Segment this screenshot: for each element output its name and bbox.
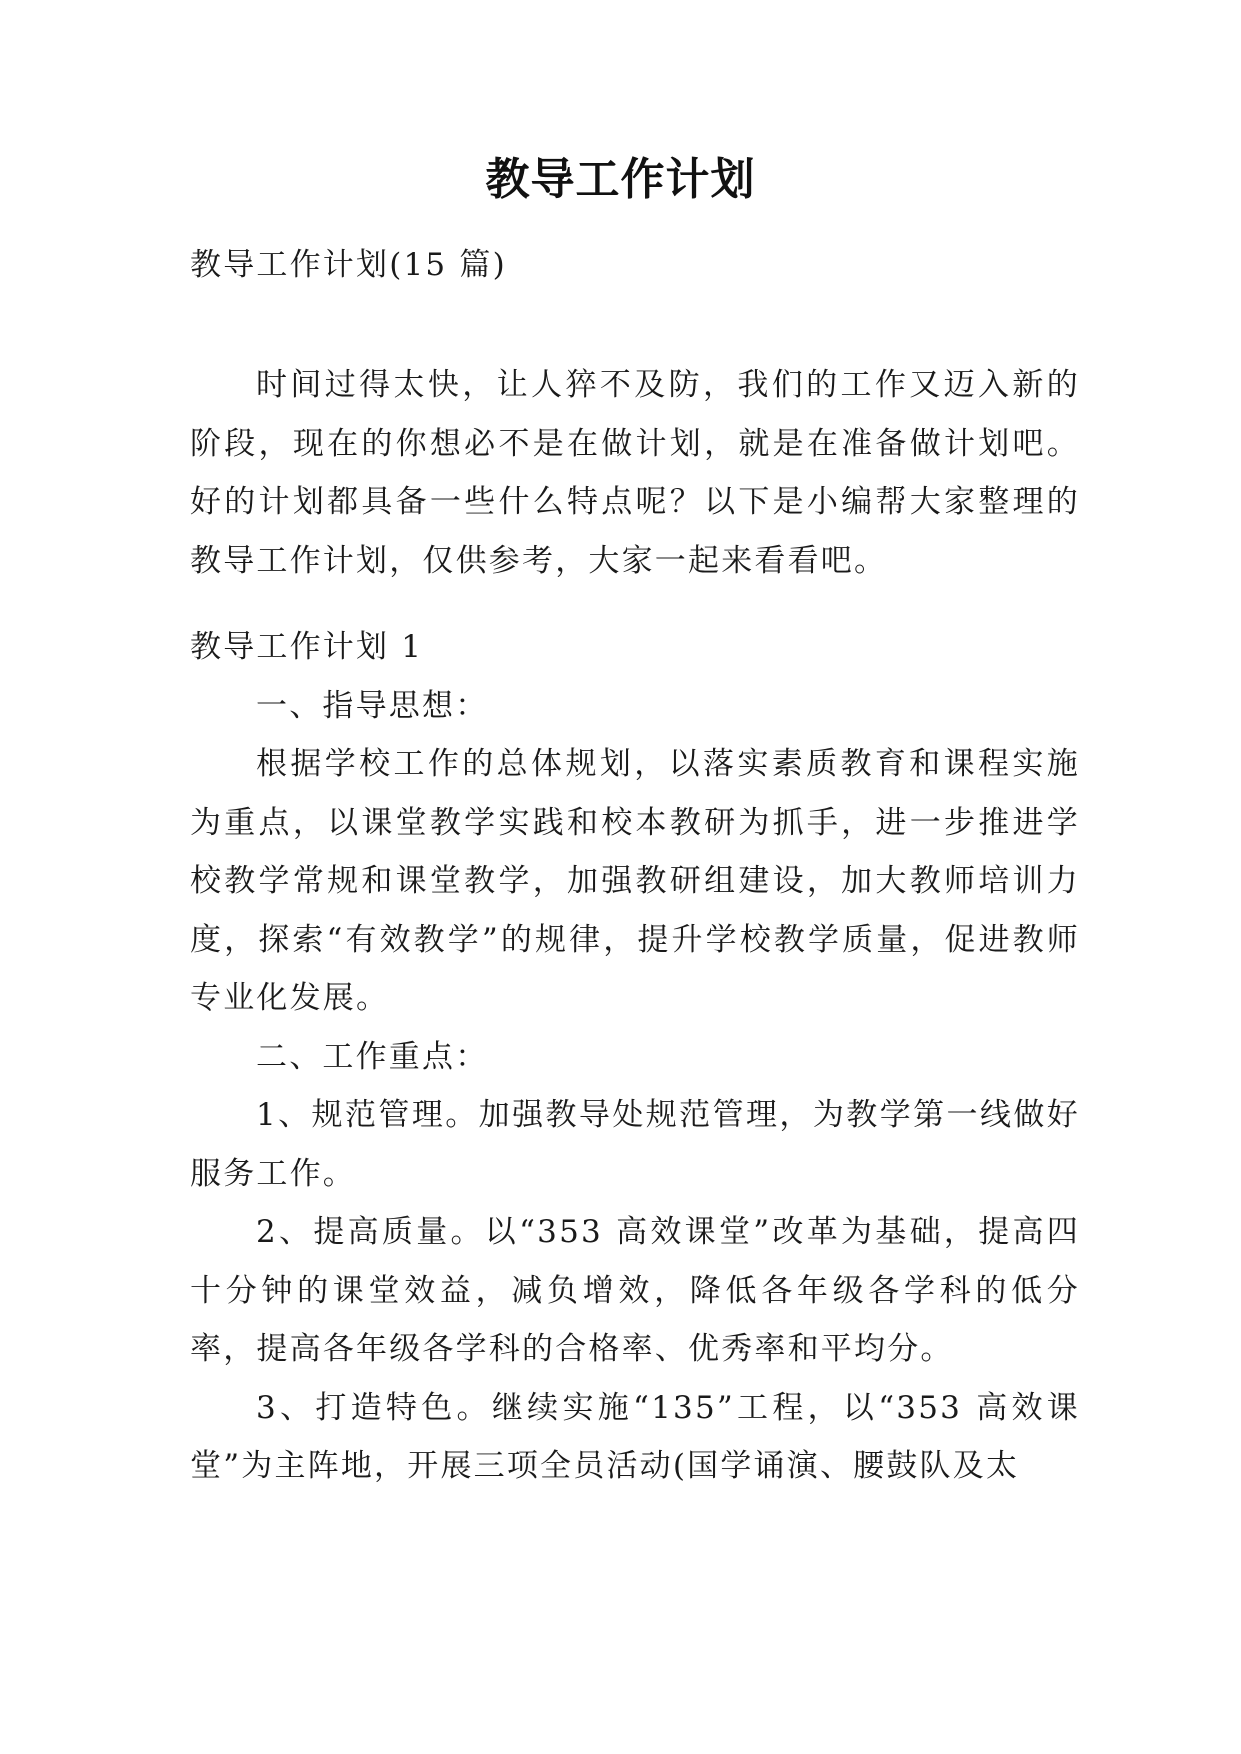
paragraph-item-1: 1、规范管理。加强教导处规范管理，为教学第一线做好服务工作。 <box>190 1097 1080 1192</box>
paragraph-guiding-body: 根据学校工作的总体规划，以落实素质教育和课程实施为重点，以课堂教学实践和校本教研为抓手，进一步推进学校教学常规和课堂教学，加强教研组建设，加大教师培训力度，探索“有效教学”的规律，提升学校教学质量，促进教师专业化发展。 <box>190 746 1080 1016</box>
document-subtitle-block <box>190 236 1080 295</box>
section-block <box>190 618 1080 1496</box>
paragraph-item-3: 3、打造特色。继续实施“135”工程，以“353 高效课堂”为主阵地，开展三项全员活动(国学诵演、腰鼓队及太 <box>190 1389 1080 1484</box>
document-title: 教导工作计划 <box>485 154 756 205</box>
paragraph-guiding-heading: 一、指导思想： <box>256 687 489 724</box>
intro-paragraph: 时间过得太快，让人猝不及防，我们的工作又迈入新的阶段，现在的你想必不是在做计划，就是在准备做计划吧。好的计划都具备一些什么特点呢？以下是小编帮大家整理的教导工作计划，仅供参考，大家一起来看看吧。 <box>190 367 1080 579</box>
document-subtitle: 教导工作计划(15 篇) <box>190 247 507 283</box>
paragraph-item-2: 2、提高质量。以“353 高效课堂”改革为基础，提高四十分钟的课堂效益，减负增效，降低各年级各学科的低分率，提高各年级各学科的合格率、优秀率和平均分。 <box>190 1214 1080 1367</box>
paragraph-focus-heading: 二、工作重点： <box>256 1038 489 1075</box>
section-title: 教导工作计划 1 <box>190 629 424 665</box>
intro-block <box>190 356 1080 590</box>
